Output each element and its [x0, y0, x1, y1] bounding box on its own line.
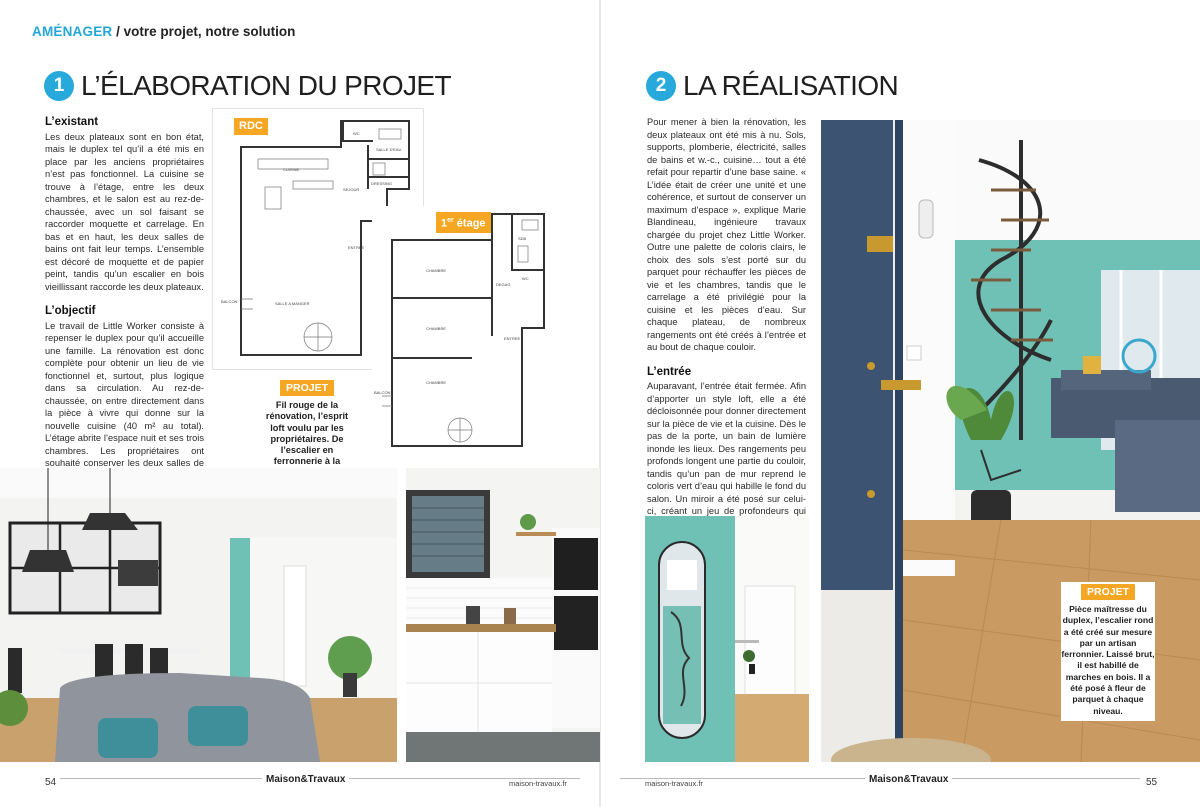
entrance-mirror-photo — [645, 516, 809, 762]
page-number-right: 55 — [1146, 777, 1158, 788]
rdc-room-entree: ENTREE — [348, 245, 365, 250]
plan-etage-word: étage — [453, 217, 486, 230]
rdc-room-cuisine: CUISINE — [283, 167, 300, 172]
left-text-column — [45, 116, 204, 507]
section-number-badge: 2 — [646, 71, 676, 101]
projet-tag-right: PROJET — [1081, 584, 1135, 600]
entree-paragraph: Auparavant, l’entrée était fermée. Afin d’apporter un style loft, elle a été décloisonnée pour donner directement sur la pièce de vie et la cuisine. Dès le pas de la porte, un bain de lumière inonde les lieux. Des rangements peu profonds longent une partie du couloir, tandis qu’un pan de mur reprend le coloris vert d’eau qui habille le fond du salon. Un miroir a été posé sur celui-ci, créant un jeu de profondeurs qui — [647, 381, 806, 516]
kicker-section: AMÉNAGER — [32, 24, 113, 39]
projet-tag-left: PROJET — [280, 380, 334, 396]
plan-etage-number: 1 — [441, 217, 448, 230]
brand-logo-right: Maison&Travaux — [865, 774, 952, 785]
rdc-room-wc: WC — [353, 131, 360, 136]
projet-callout-right — [1061, 582, 1155, 721]
etage-room-degag: DEGAG — [496, 282, 511, 287]
projet-text-left: Fil rouge de la rénovation, l’esprit loft voulu par les propriétaires. De l’escalier en ferronnerie à la — [265, 400, 349, 467]
kicker-subtitle: votre projet, notre solution — [123, 24, 296, 39]
objectif-heading: L’objectif — [45, 305, 96, 317]
existant-paragraph: Les deux plateaux sont en bon état, mais le duplex tel qu’il a été mis en place par les anciens propriétaires n’est pas fonctionnel. La cuisine se trouve à l’étage, entre les deux chambres, et le salon est au rez-de-chaussée, avec un sol faisant se raccorder moquette et carrelage. En bas et en haut, les deux salles de bains ont fait leur temps. L’ensemble est décoré de moquette et de papier peint, tandis qu’un escalier en bois vieillissant raccorde les deux plateaux. — [45, 131, 204, 292]
page-title: L’ÉLABORATION DU PROJET — [81, 70, 451, 101]
floor-plan-etage — [372, 206, 582, 452]
etage-room-entree: ENTREE — [504, 336, 521, 341]
etage-room-sdb: SDB — [518, 236, 527, 241]
objectif-paragraph: Le travail de Little Worker consiste à repenser le duplex pour qu’il accueille une famille. La rénovation est donc complète pour obtenir un lieu de vie fonctionnel et, surtout, plus logique dans sa circulation. Au rez-de-chaussée, on entre directement dans la pièce à vivre qui donne sur la nouvelle cuisine (40 m² au total). L’étage abrite l’espace nuit et ses trois chambres. Les propriétaires ont souhaité conserver les deux salles de — [45, 320, 204, 468]
section-title-2 — [646, 70, 898, 102]
rdc-room-balcon: BALCON — [221, 299, 238, 304]
entree-heading: L’entrée — [647, 365, 692, 378]
site-url-right: maison-travaux.fr — [645, 779, 703, 788]
plan-etage-tag — [436, 212, 491, 233]
section-number-badge: 1 — [44, 71, 74, 101]
page-title: LA RÉALISATION — [683, 70, 899, 101]
existant-heading: L’existant — [45, 116, 99, 128]
intro-paragraph: Pour mener à bien la rénovation, les deux plateaux ont été mis à nu. Sols, supports, plomberie, électricité, salles de bains et w.-c., cuisine… tout a été refait pour repartir d’une base saine. « L’idée était de créer une unité et une cohérence, et surtout de conserver un maximum d’espace », explique Marie Blandineau, ingénieure travaux chargée du projet chez Little Worker. Outre une palette de coloris clairs, le choix des sols s’est porté sur du parquet pour réchauffer les pièces de vie et les chambres, tandis que le carrelage a été privilégié pour la cuisine et les pièces d’eau. Sur chaque plateau, de nombreux rangements ont été créés à l’entrée et au bout de chaque couloir. — [647, 117, 806, 352]
rdc-room-dressing: DRESSING — [371, 181, 392, 186]
plan-rdc-tag: RDC — [234, 118, 268, 135]
site-url-left: maison-travaux.fr — [509, 779, 567, 788]
kicker-separator: / — [116, 24, 120, 39]
etage-room-chambre1: CHAMBRE — [426, 268, 447, 273]
kitchen-photo — [406, 468, 600, 762]
etage-room-wc: WC — [522, 276, 529, 281]
etage-room-balcon: BALCON — [374, 390, 391, 395]
etage-room-chambre2: CHAMBRE — [426, 326, 447, 331]
section-kicker — [32, 24, 295, 39]
projet-text-right: Pièce maîtresse du duplex, l’escalier rond a été créé sur mesure par un artisan ferronnier. Laissé brut, il est habillé de marches en bois. Il a été posé à fleur de parquet à chaque niveau. — [1061, 604, 1155, 716]
section-title-1 — [44, 70, 451, 102]
rdc-room-salle: SALLE A MANGER — [275, 301, 310, 306]
right-text-column — [647, 116, 806, 538]
plan-etage-sup: er — [447, 217, 454, 224]
rdc-room-sdb: SALLE D'EAU — [376, 147, 402, 152]
living-room-photo — [0, 468, 397, 762]
floor-plan-etage-drawing — [372, 206, 582, 452]
etage-room-chambre3: CHAMBRE — [426, 380, 447, 385]
rdc-room-sejour: SEJOUR — [343, 187, 360, 192]
page-number-left: 54 — [45, 777, 57, 788]
brand-logo-left: Maison&Travaux — [262, 774, 349, 785]
